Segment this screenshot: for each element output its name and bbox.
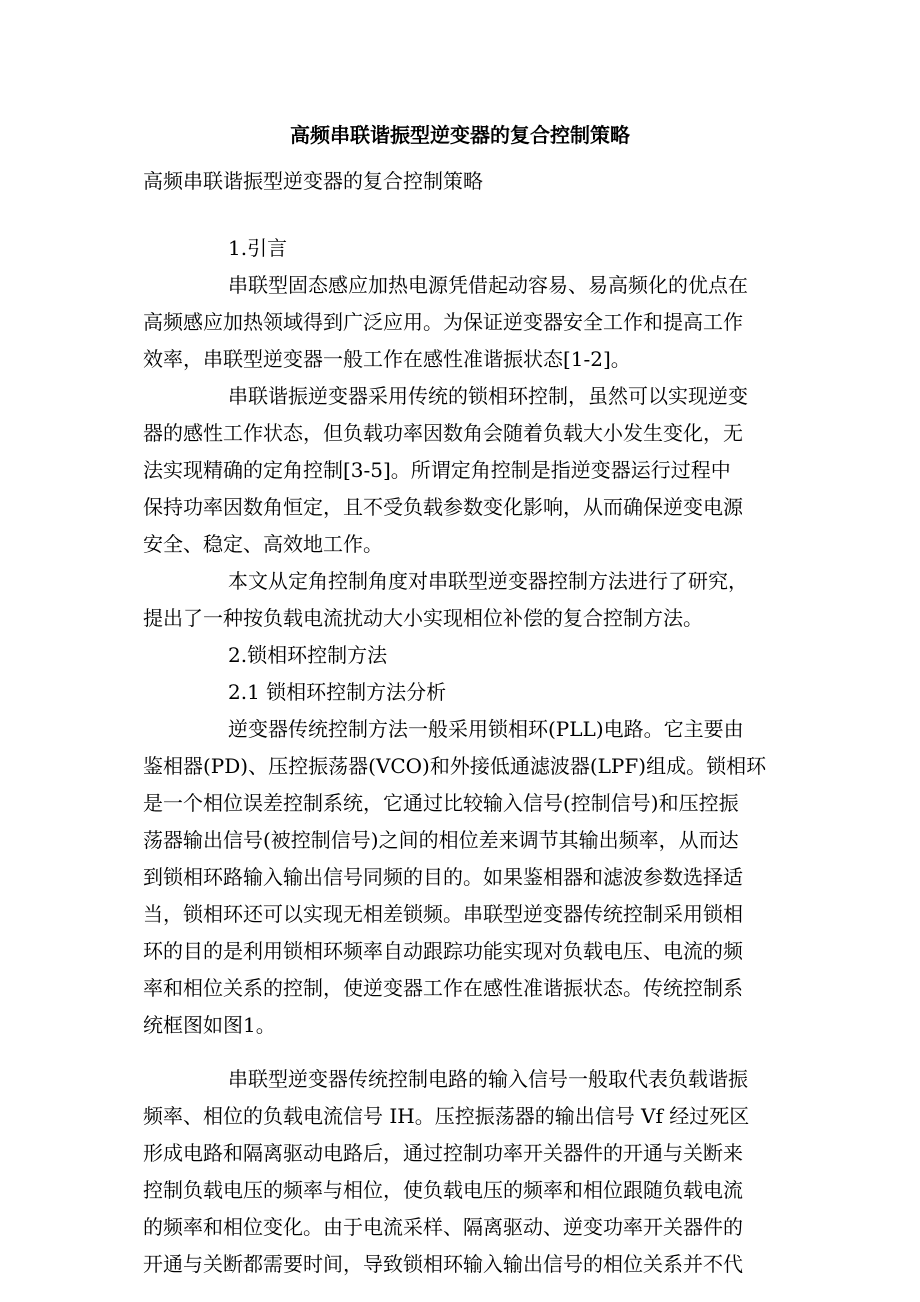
paragraph-line: 器的感性工作状态，但负载功率因数角会随着负载大小发生变化，无 [143, 421, 743, 445]
document-title: 高频串联谐振型逆变器的复合控制策略 [290, 123, 630, 147]
paragraph-line: 串联型逆变器传统控制电路的输入信号一般取代表负载谐振 [228, 1067, 748, 1091]
paragraph-line: 到锁相环路输入输出信号同频的目的。如果鉴相器和滤波参数选择适 [143, 865, 743, 889]
paragraph-line: 高频感应加热领域得到广泛应用。为保证逆变器安全工作和提高工作 [143, 310, 743, 334]
paragraph-line: 安全、稳定、高效地工作。 [143, 532, 383, 556]
paragraph-line: 控制负载电压的频率与相位，使负载电压的频率和相位跟随负载电流 [143, 1178, 743, 1202]
paragraph-line: 形成电路和隔离驱动电路后，通过控制功率开关器件的开通与关断来 [143, 1141, 743, 1165]
document-body [143, 230, 783, 1283]
paragraph-line: 统框图如图1。 [143, 1013, 276, 1037]
document-subtitle: 高频串联谐振型逆变器的复合控制策略 [143, 169, 483, 193]
paragraph-line: 法实现精确的定角控制[3-5]。所谓定角控制是指逆变器运行过程中 [143, 458, 731, 482]
paragraph-line: 提出了一种按负载电流扰动大小实现相位补偿的复合控制方法。 [143, 606, 703, 630]
paragraph-line: 开通与关断都需要时间，导致锁相环输入输出信号的相位关系并不代 [143, 1252, 743, 1276]
heading-pll-control: 2.锁相环控制方法 [228, 643, 388, 667]
heading-introduction: 1.引言 [228, 236, 288, 260]
paragraph-gap [143, 1044, 783, 1061]
paragraph-line: 保持功率因数角恒定，且不受负载参数变化影响，从而确保逆变电源 [143, 495, 743, 519]
paragraph-line: 的频率和相位变化。由于电流采样、隔离驱动、逆变功率开关器件的 [143, 1215, 743, 1239]
paragraph-line: 频率、相位的负载电流信号 IH。压控振荡器的输出信号 Vf 经过死区 [143, 1104, 750, 1128]
paragraph-line: 本文从定角控制角度对串联型逆变器控制方法进行了研究， [228, 569, 748, 593]
paragraph-line: 串联谐振逆变器采用传统的锁相环控制，虽然可以实现逆变 [228, 384, 748, 408]
paragraph-line: 当，锁相环还可以实现无相差锁频。串联型逆变器传统控制采用锁相 [143, 902, 743, 926]
paragraph-line: 逆变器传统控制方法一般采用锁相环(PLL)电路。它主要由 [228, 717, 744, 741]
paragraph-line: 率和相位关系的控制，使逆变器工作在感性准谐振状态。传统控制系 [143, 976, 743, 1000]
paragraph-line: 鉴相器(PD)、压控振荡器(VCO)和外接低通滤波器(LPF)组成。锁相环 [143, 754, 767, 778]
paragraph-line: 是一个相位误差控制系统，它通过比较输入信号(控制信号)和压控振 [143, 791, 739, 815]
paragraph-line: 荡器输出信号(被控制信号)之间的相位差来调节其输出频率，从而达 [143, 828, 739, 852]
heading-pll-analysis: 2.1 锁相环控制方法分析 [228, 680, 447, 704]
paragraph-line: 效率，串联型逆变器一般工作在感性准谐振状态[1-2]。 [143, 347, 631, 371]
paragraph-line: 环的目的是利用锁相环频率自动跟踪功能实现对负载电压、电流的频 [143, 939, 743, 963]
paragraph-line: 串联型固态感应加热电源凭借起动容易、易高频化的优点在 [228, 273, 748, 297]
